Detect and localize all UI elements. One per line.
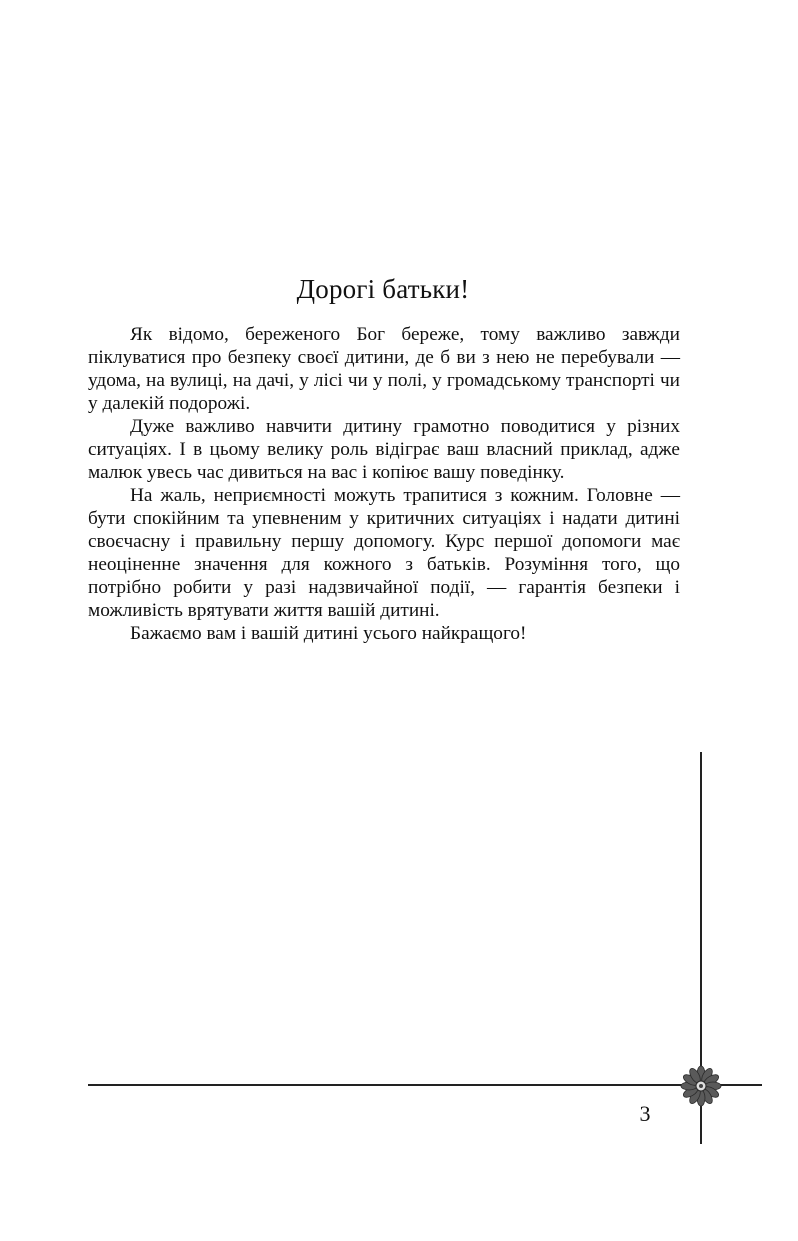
paragraph-1: Як відомо, береженого Бог береже, тому важливо завжди піклуватися про безпеку своєї дитини, де б ви з нею не перебували — удома, на вулиці, на дачі, у лісі чи у полі, у громадському транспорті чи у далекій подорожі. bbox=[88, 324, 680, 414]
paragraph-4: Бажаємо вам і вашій дитині усього найкращого! bbox=[130, 623, 527, 644]
paragraph-3: На жаль, неприємності можуть трапитися з кожним. Головне — бути спокійним та упевненим у критичних ситуаціях і надати дитині своєчасну і правильну першу допомогу. Курс першої допомоги має неоціненне значення для кожного з батьків. Розуміння того, що потрібно робити у разі надзвичайної події, — гарантія безпеки і можливість врятувати життя вашій дитині. bbox=[88, 485, 680, 621]
flower-icon bbox=[677, 1062, 725, 1110]
page-title: Дорогі батьки! bbox=[296, 274, 470, 304]
horizontal-divider bbox=[88, 1084, 762, 1086]
page-number: 3 bbox=[639, 1101, 651, 1126]
body-text bbox=[88, 323, 680, 645]
paragraph-2: Дуже важливо навчити дитину грамотно поводитися у різних ситуаціях. І в цьому велику роль відіграє ваш власний приклад, адже малюк увесь час дивиться на вас і копіює вашу поведінку. bbox=[88, 416, 680, 483]
